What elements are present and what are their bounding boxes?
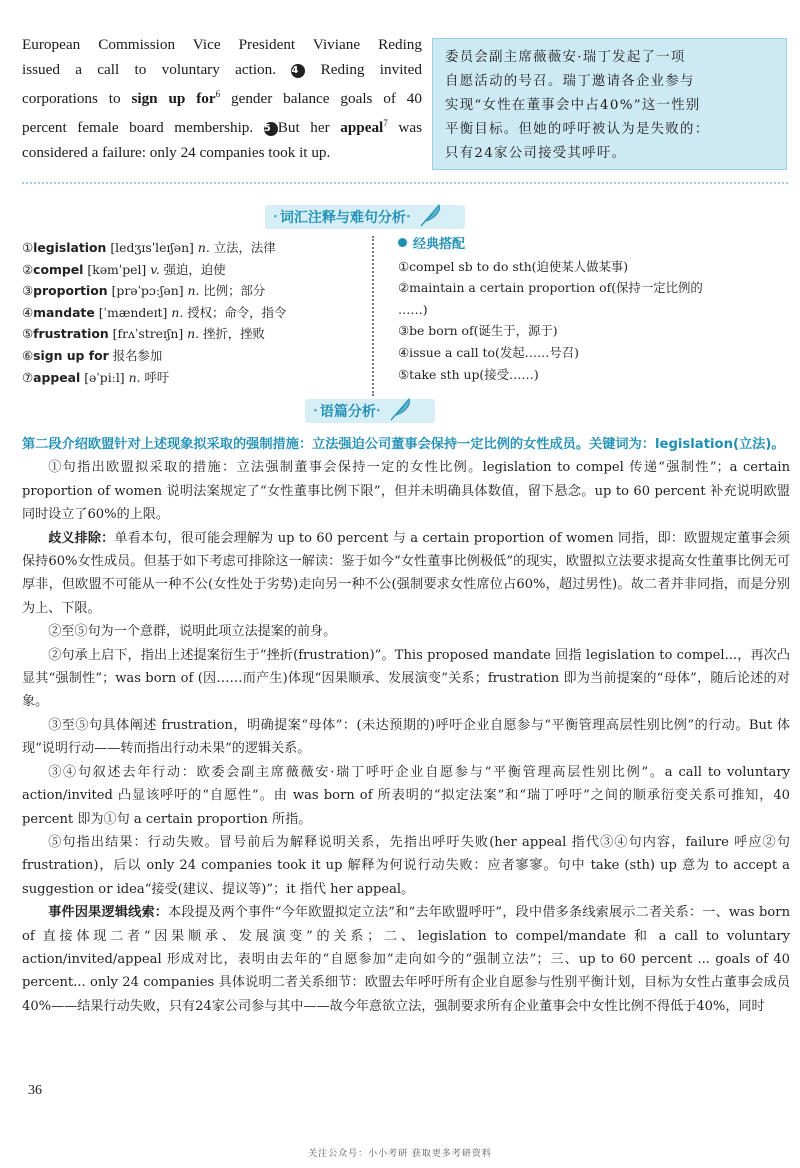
sentence-number-badge: 4 [291,64,305,78]
vocab-definition: 立法，法律 [213,240,276,255]
vocab-word: mandate [33,304,95,320]
collocation-item: ⑤take sth up(接受……) [398,366,539,382]
vocab-definition: 挫折，挫败 [202,326,265,342]
analysis-body [22,433,790,1018]
analysis-paragraph: ⑤句指出结果：行动失败。冒号前后为解释说明关系，先指出呼吁失败(her appeal 指代③④句内容，failure 呼应②句 frustration)，后以 only 24 companies took it up 解释为何说行动失败：应者寥寥。句中 take (sth) up 意为 to accept a suggestion or idea“接受(建议、提议等)”；it 指代 her appeal。 [22,834,790,897]
translation-line: 实现“女性在董事会中占40%”这一性别 [445,98,701,113]
vocab-word: frustration [33,326,109,342]
vocab-number: ⑤ [22,326,34,342]
passage-line [22,32,422,57]
passage-text-run: But her [277,119,341,137]
passage-text-run: European Commission Vice President Viviane Reding [22,36,422,53]
vocab-word: legislation [33,240,107,255]
vocab-number: ⑦ [22,369,34,385]
vocab-ipa: [prəˈpɔːʃən] [111,283,184,299]
quill-pen-icon [387,396,413,426]
vocab-item [22,280,362,302]
vocab-number: ③ [22,283,34,299]
collocation-item: ……) [398,301,428,317]
vocab-ipa: [əˈpiːl] [84,369,125,385]
passage-line [22,82,422,111]
vocab-number: ① [22,240,34,255]
vocab-word: compel [33,261,84,277]
footer-note: 关注公众号：小小考研 获取更多考研资料 [308,1149,492,1159]
analysis-section-title-text: 语篇分析 [319,404,376,420]
key-phrase: appeal [340,119,384,137]
passage-text-run: Reding invited [305,61,422,78]
passage-text-run: was [387,119,422,137]
vocab-pos: n. [171,304,184,320]
analysis-paragraph: ③④句叙述去年行动：欧委会副主席薇薇安·瑞丁呼吁企业自愿参与“平衡管理高层性别比例”。a call to voluntary action/invited 凸显该呼吁的“自愿性”。由 was born of 所表明的“拟定法案”和“瑞丁呼吁”之间的顺承衍变关系可推知，40 percent 即为①句 a certain proportion 所指。 [22,764,790,827]
column-divider [372,236,386,396]
collocations-heading [398,234,790,256]
vocab-number: ④ [22,304,34,320]
vocab-item [22,259,362,281]
collocations-heading-text: 经典搭配 [413,237,466,252]
vocab-number: ⑥ [22,347,34,363]
vocab-ipa: [ˈmændeɪt] [98,304,168,320]
passage-line [22,140,422,165]
vocab-definition: 强迫，迫使 [163,261,226,277]
passage-text-run: corporations to [22,90,132,108]
passage-line [22,111,422,140]
vocab-pos: n. [187,283,200,299]
vocab-section-title-text: 词汇注释与难句分析 [279,210,406,226]
collocation-item: ③be born of(诞生于，源于) [398,323,558,339]
vocab-pos: v. [150,261,160,277]
translation-line: 只有24家公司接受其呼吁。 [445,146,627,161]
key-phrase: sign up for [131,90,216,108]
vocab-word: sign up for [33,347,109,363]
dotted-divider [22,182,788,184]
vocab-item [22,345,362,367]
vocab-list [22,237,362,388]
translation-box [432,38,787,170]
vocab-pos: n. [197,240,210,255]
vocab-item [22,302,362,324]
analysis-paragraph: ②句承上启下，指出上述提案衍生于“挫折(frustration)”。This proposed mandate 回指 legislation to compel...，再次凸显其“强制性”；was born of (因……而产生)体现“因果顺承、发展演变”关系；frustration 即为当前提案的“母体”，随后论述的对象。 [22,647,790,710]
translation-line: 自愿活动的号召。瑞丁邀请各企业参与 [445,74,695,89]
bullet-dot-icon [398,238,407,247]
vocab-definition: 授权；命令，指令 [187,304,287,320]
analysis-text: 本段提及两个事件“今年欧盟拟定立法”和“去年欧盟呼吁”，段中借多条线索展示二者关系：一、was born of 直接体现二者“因果顺承、发展演变”的关系；二、legislation to compel/mandate 和 a call to voluntary action/invited/appeal 形成对比，表明由去年的“自愿参加”走向如今的“强制立法”；三、up to 60 percent ... goals of 40 percent... only 24 companies 具体说明二者关系细节：欧盟去年呼吁所有企业自愿参与性别平衡计划，目标为女性占董事会成员 40%——结果行动失败，只有24家公司参与其中——故今年意欲立法，强制要求所有企业董事会中女性比例不得低于40%，同时 [22,905,790,1014]
vocab-item [22,237,362,259]
analysis-paragraph: ②至⑤句为一个意群，说明此项立法提案的前身。 [48,624,337,640]
vocab-section-title: · 词汇注释与难句分析 · [273,205,443,229]
passage-line [22,57,422,82]
passage-text [22,32,422,165]
footnote-marker: 6 [215,89,221,99]
analysis-label: 事件因果逻辑线索： [48,905,169,921]
vocab-word: proportion [33,283,108,299]
vocab-definition: 呼吁 [144,369,170,385]
vocab-item [22,367,362,389]
vocab-word: appeal [33,369,81,385]
analysis-paragraph: ③至⑤句具体阐述 frustration，明确提案“母体”：(未达预期的)呼吁企业自愿参与“平衡管理高层性别比例”的行动。But 体现“说明行动——转而指出行动未果”的逻辑关系。 [22,717,790,757]
vocab-pos: n. [187,326,200,342]
collocation-item: ①compel sb to do sth(迫使某人做某事) [398,258,629,274]
analysis-paragraph: ①句指出欧盟拟采取的措施：立法强制董事会保持一定的女性比例。legislation to compel 传递“强制性”；a certain proportion of women 说明法案规定了“女性董事比例下限”，但并未明确具体数值，留下悬念。up to 60 percent 补充说明欧盟同时设立了60%的上限。 [22,460,790,523]
passage-text-run: gender balance goals of 40 [220,90,422,108]
vocab-number: ② [22,261,34,277]
analysis-label: 歧义排除： [48,530,115,546]
analysis-text: 单看本句，很可能会理解为 up to 60 percent 与 a certain proportion of women 同指，即：欧盟规定董事会须保持60%女性成员。但基于如下考虑可排除这一解读：鉴于如今“女性董事比例极低”的现实，欧盟拟立法要求提高女性董事比例无可厚非，但欧盟不可能从一种不公(女性处于劣势)走向另一种不公(强制要求女性席位占60%，超过男性)。故二者并非同指，而是分别为上、下限。 [22,530,790,616]
vocab-ipa: [ledʒɪsˈleɪʃən] [110,240,194,255]
vocab-definition: 报名参加 [112,347,163,363]
collocations-panel [398,234,790,385]
vocab-definition: 比例；部分 [203,283,266,299]
translation-line: 平衡目标。但她的呼吁被认为是失败的： [445,122,710,137]
sentence-number-badge: 5 [264,122,278,136]
analysis-section-title: · 语篇分析 · [313,399,413,423]
passage-text-run: considered a failure: only 24 companies took it up. [22,144,331,162]
collocation-item: ②maintain a certain proportion of(保持一定比例的 [398,280,703,296]
analysis-paragraph [22,901,790,1018]
passage-text-run: percent female board membership. [22,119,264,137]
analysis-paragraph [22,527,790,621]
vocab-pos: n. [128,369,141,385]
quill-pen-icon [417,202,443,232]
passage-text-run: issued a call to voluntary action. [22,61,292,78]
vocab-ipa: [kəmˈpel] [87,261,147,277]
translation-line: 委员会副主席薇薇安·瑞丁发起了一项 [445,50,686,65]
vocab-item [22,323,362,345]
vocab-ipa: [frʌˈstreɪʃn] [112,326,184,342]
footnote-marker: 7 [383,118,388,129]
analysis-lead: 第二段介绍欧盟针对上述现象拟采取的强制措施：立法强迫公司董事会保持一定比例的女性成员。关键词为：legislation(立法)。 [22,437,785,452]
collocation-item: ④issue a call to(发起……号召) [398,344,580,360]
page-number: 36 [28,1083,42,1098]
